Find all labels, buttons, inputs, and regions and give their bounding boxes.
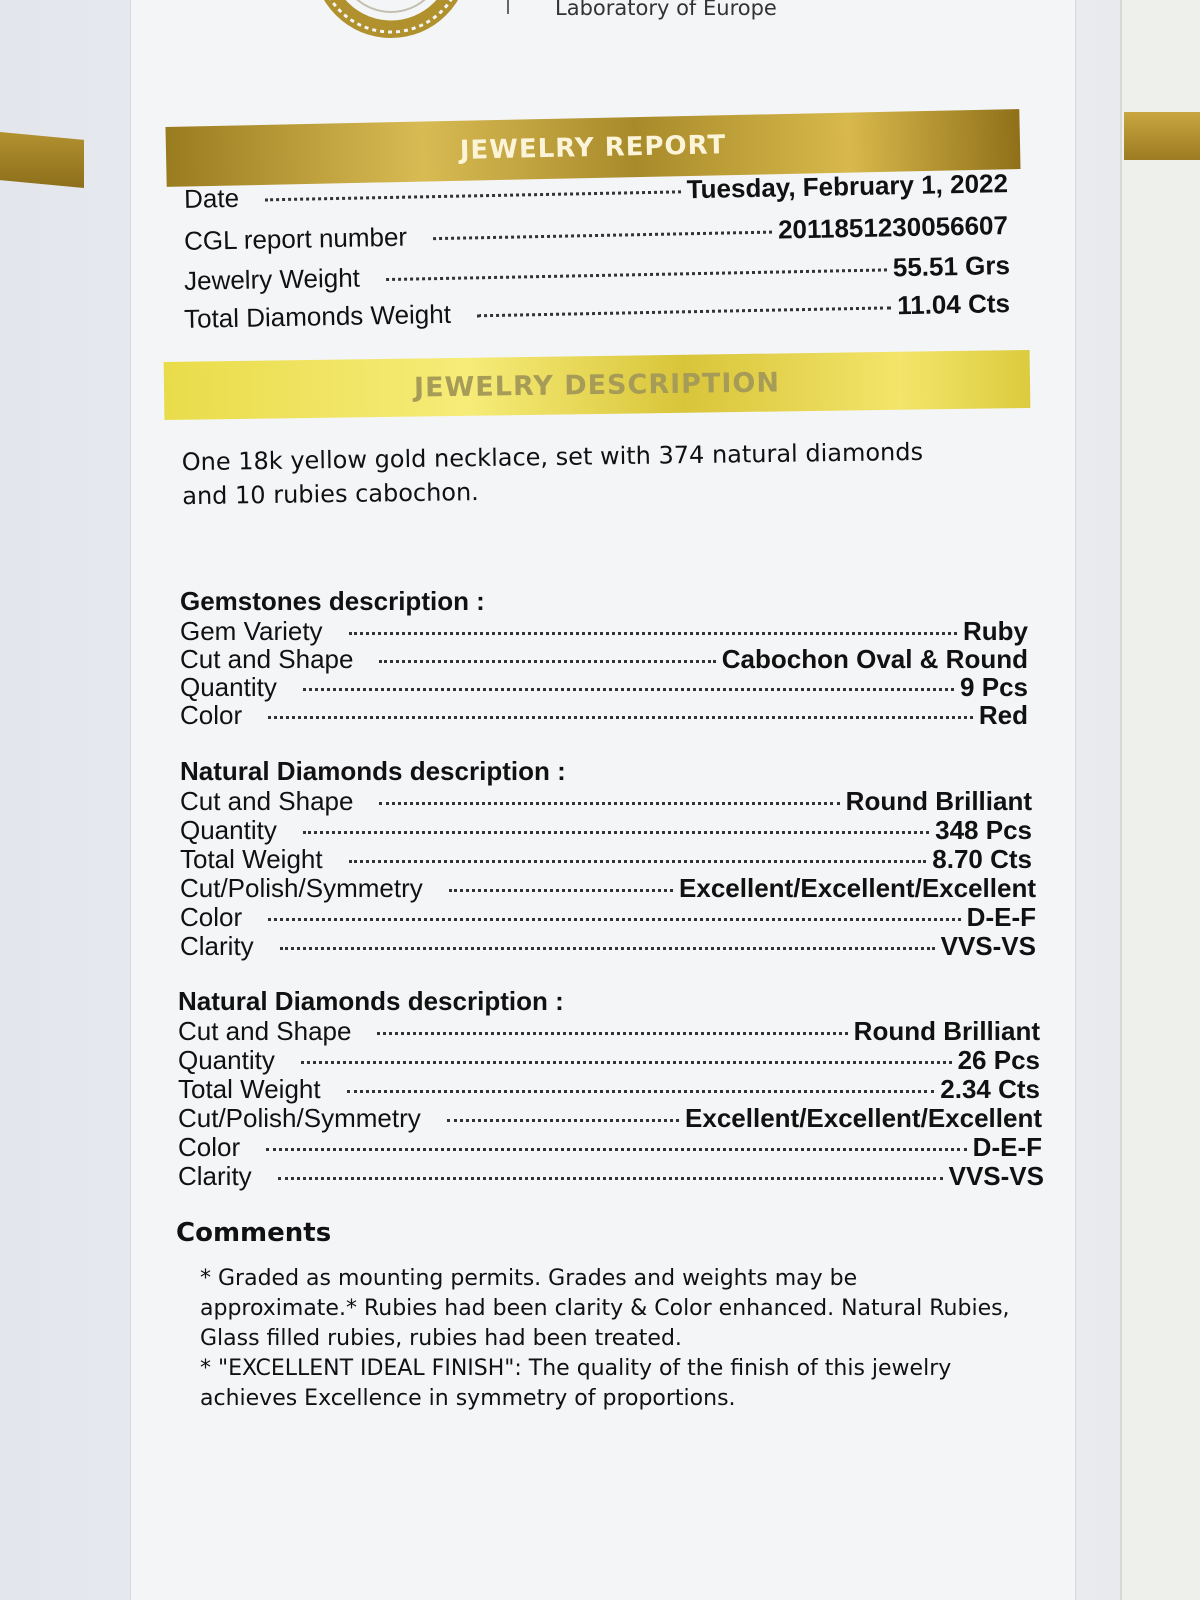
lab-seal-icon [311,0,471,50]
row-value: 2.34 Cts [940,1074,1040,1104]
diamonds-1-quantity-row [180,815,1032,846]
gem-color-row [180,700,1028,731]
diamonds-2-color-row [178,1132,1042,1163]
dot-leader [278,1177,943,1180]
row-label: Cut and Shape [178,1016,352,1046]
gemstones-heading: Gemstones description : [180,586,485,616]
diamonds-2-cut-row [178,1016,1040,1047]
row-label: Color [180,902,243,932]
row-value: 9 Pcs [960,672,1028,702]
dot-leader [379,802,839,805]
row-label: Color [178,1132,241,1162]
row-value: VVS-VS [940,931,1036,961]
cgl-label: CGL report number [183,221,408,256]
row-value: D-E-F [966,902,1036,932]
jewelry-weight-label: Jewelry Weight [183,262,361,296]
row-label: Quantity [180,815,277,845]
diamonds-1-color-row [180,902,1036,933]
diamonds-2-cps-row [178,1103,1042,1134]
row-value: Excellent/Excellent/Excellent [679,873,1036,903]
row-label: Cut and Shape [180,786,354,816]
row-label: Clarity [180,931,254,961]
diamonds-1-weight-row [180,844,1032,875]
dot-leader [268,716,973,719]
row-value: Cabochon Oval & Round [721,644,1028,674]
row-value: Excellent/Excellent/Excellent [685,1103,1042,1133]
diamonds-1-cut-row [180,786,1032,817]
comment-line: achieves Excellence in symmetry of proportions. [200,1386,736,1411]
dot-leader [349,632,957,635]
right-gold-stripe [1124,112,1200,160]
row-value: 26 Pcs [957,1045,1040,1075]
diamonds-1-heading: Natural Diamonds description : [180,756,566,786]
row-label: Color [180,700,243,730]
left-gold-stripe [0,132,84,188]
dot-leader [280,947,935,950]
gem-variety-row [180,616,1028,647]
comment-line: * "EXCELLENT IDEAL FINISH": The quality of the finish of this jewelry [200,1356,952,1381]
row-label: Total Weight [180,844,323,874]
jewelry-weight-value: 55.51 Grs [892,250,1011,283]
total-diamonds-value: 11.04 Cts [896,288,1011,321]
row-label: Gem Variety [180,616,323,646]
description-line: One 18k yellow gold necklace, set with 374 natural diamonds [181,437,924,477]
diamonds-2-quantity-row [178,1045,1040,1076]
header-divider [507,0,509,14]
gem-quantity-row [180,672,1028,703]
adjacent-page [1120,0,1200,1600]
row-label: Total Weight [178,1074,321,1104]
dot-leader [386,268,887,281]
dot-leader [379,660,715,663]
row-value: 8.70 Cts [932,844,1032,874]
comments-body [200,1264,1010,1414]
dot-leader [349,860,927,863]
description-line: and 10 rubies cabochon. [182,478,480,511]
date-label: Date [183,182,240,214]
cgl-value: 2011851230056607 [777,210,1009,245]
diamonds-1-cps-row [180,873,1036,904]
row-value: Red [978,700,1028,730]
row-value: D-E-F [972,1132,1042,1162]
dot-leader [303,831,929,834]
row-label: Cut and Shape [180,644,354,674]
comments-heading: Comments [176,1218,332,1248]
jewelry-description [182,435,924,513]
row-label: Cut/Polish/Symmetry [180,873,423,903]
jewelry-description-banner: JEWELRY DESCRIPTION [164,350,1031,420]
row-value: Ruby [963,616,1028,646]
dot-leader [377,1032,847,1035]
comment-line: approximate.* Rubies had been clarity & Color enhanced. Natural Rubies, [200,1296,1010,1321]
dot-leader [447,1119,679,1122]
row-label: Cut/Polish/Symmetry [178,1103,421,1133]
row-value: VVS-VS [948,1161,1044,1191]
date-value: Tuesday, February 1, 2022 [686,168,1009,205]
diamonds-1-clarity-row [180,931,1036,962]
gem-cut-row [180,644,1028,675]
dot-leader [268,918,961,921]
lab-name: Laboratory of Europe [555,0,777,20]
row-value: Round Brilliant [853,1016,1040,1046]
dot-leader [433,231,772,241]
diamonds-2-heading: Natural Diamonds description : [178,986,564,1016]
row-value: 348 Pcs [935,815,1032,845]
comment-line: Glass filled rubies, rubies had been treated. [200,1326,682,1351]
dot-leader [265,190,681,201]
row-label: Quantity [178,1045,275,1075]
row-label: Quantity [180,672,277,702]
dot-leader [449,889,673,892]
diamonds-2-clarity-row [178,1161,1044,1192]
dot-leader [303,688,954,691]
jewelry-report-banner: JEWELRY REPORT [165,109,1020,187]
row-value: Round Brilliant [845,786,1032,816]
dot-leader [347,1090,935,1093]
dot-leader [301,1061,952,1064]
diamonds-2-weight-row [178,1074,1040,1105]
dot-leader [266,1148,967,1151]
dot-leader [477,306,891,317]
total-diamonds-label: Total Diamonds Weight [183,298,452,334]
row-label: Clarity [178,1161,252,1191]
comment-line: * Graded as mounting permits. Grades and weights may be [200,1266,858,1291]
